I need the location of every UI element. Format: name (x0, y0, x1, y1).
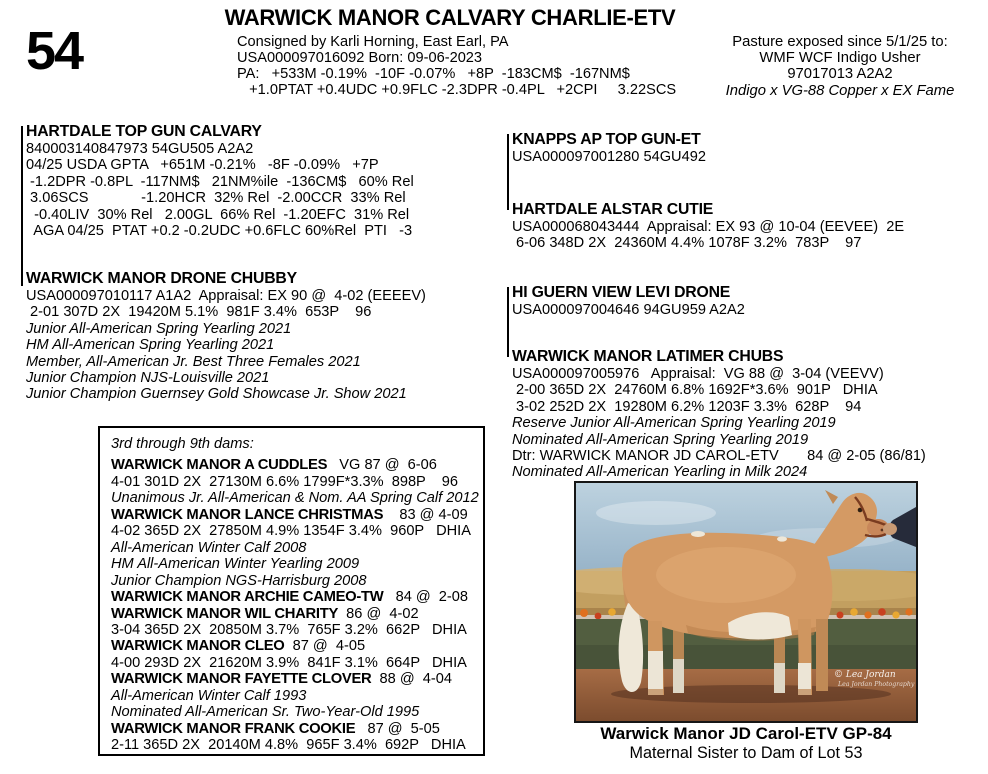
dam-dam-lactation-line: 3-02 252D 2X 19280M 6.2% 1203F 3.3% 628P 94 (512, 398, 862, 415)
registration-born-line: USA000097016092 Born: 09-06-2023 (237, 49, 483, 66)
pedigree-bracket-sire (507, 134, 509, 210)
dam-entry-award: HM All-American Winter Yearling 2009 (111, 556, 360, 573)
cow-photo-illustration (576, 483, 916, 721)
dam-entry-data: 3-04 365D 2X 20850M 3.7% 765F 3.2% 662P DHIA (111, 621, 467, 638)
pasture-exposed-line: Pasture exposed since 5/1/25 to: (732, 34, 948, 50)
sire-data-line: -0.40LIV 30% Rel 2.00GL 66% Rel -1.20EFC 31% Rel (26, 206, 410, 223)
sire-data-line: AGA 04/25 PTAT +0.2 -0.2UDC +0.6FLC 60%Rel PTI -3 (26, 223, 413, 240)
dam-dam-award-line: Reserve Junior All-American Spring Yearling 2019 (512, 415, 836, 432)
dam-dam-daughter-line: Dtr: WARWICK MANOR JD CAROL-ETV 84 @ 2-05 (86/81) (512, 448, 926, 465)
sire-dam-lactation-line: 6-06 348D 2X 24360M 4.4% 1078F 3.2% 783P 97 (512, 235, 862, 252)
consignment-block (237, 35, 676, 99)
dam-entry-award: All-American Winter Calf 2008 (111, 539, 307, 556)
dam-sire-id-line: USA000097004646 94GU959 A2A2 (512, 302, 745, 318)
dam-entry-data: 4-02 365D 2X 27850M 4.9% 1354F 3.4% 960P DHIA (111, 523, 471, 540)
dam-entry-name: WARWICK MANOR A CUDDLES VG 87 @ 6-06 (111, 457, 437, 474)
sire-data-line: -1.2DPR -0.8PL -117NM$ 21NM%ile -136CM$ 60% Rel (26, 173, 414, 190)
sire-data-line: 3.06SCS -1.20HCR 32% Rel -2.00CCR 33% Rel (26, 190, 406, 207)
dams-box-intro: 3rd through 9th dams: (111, 436, 254, 452)
dam-award-line: Junior Champion NJS-Louisville 2021 (26, 370, 270, 387)
dam-entry-name: WARWICK MANOR FRANK COOKIE 87 @ 5-05 (111, 720, 440, 737)
dam-entry-name: WARWICK MANOR FAYETTE CLOVER 88 @ 4-04 (111, 671, 452, 688)
page-title: WARWICK MANOR CALVARY CHARLIE-ETV (224, 5, 676, 30)
sire-dam-block (512, 201, 986, 252)
sire-gpta-line: 04/25 USDA GPTA +651M -0.21% -8F -0.09% +7P (26, 157, 379, 174)
dam-entry-data: 4-00 293D 2X 21620M 3.9% 841F 3.1% 664P DHIA (111, 654, 467, 671)
dams-box (98, 426, 485, 756)
dam-entry-award: All-American Winter Calf 1993 (111, 687, 307, 704)
dam-entry-data: 2-11 365D 2X 20140M 4.8% 965F 3.4% 692P DHIA (111, 737, 466, 754)
photo-caption-title: Warwick Manor JD Carol-ETV GP-84 (600, 724, 892, 743)
dam-dam-block (512, 348, 986, 481)
dam-award-line: Junior Champion Guernsey Gold Showcase Jr. Show 2021 (26, 386, 407, 403)
photographer-watermark: © Lea Jordan (834, 670, 896, 680)
pa-line-2: +1.0PTAT +0.4UDC +0.9FLC -2.3DPR -0.4PL +2CPI 3.22SCS (237, 81, 677, 98)
cross-line: Indigo x VG-88 Copper x EX Fame (725, 82, 955, 99)
dam-dam-id-line: USA000097005976 Appraisal: VG 88 @ 3-04 (VEEVV) (512, 366, 884, 382)
dam-award-line: HM All-American Spring Yearling 2021 (26, 337, 275, 354)
dam-sire-block (512, 284, 986, 318)
dam-block (26, 270, 496, 403)
pedigree-bracket-left (21, 126, 23, 286)
pedigree-bracket-dam (507, 287, 509, 357)
lot-number: 54 (26, 21, 83, 81)
dam-entry-award: Junior Champion NGS-Harrisburg 2008 (111, 572, 367, 589)
dam-dam-award-line: Nominated All-American Yearling in Milk 2024 (512, 464, 808, 481)
sire-block (26, 123, 496, 239)
sire-sire-block (512, 131, 986, 165)
service-sire-name: WMF WCF Indigo Usher (759, 50, 921, 67)
dam-entry-award: Nominated All-American Sr. Two-Year-Old 1995 (111, 704, 420, 721)
dam-entry-name: WARWICK MANOR CLEO 87 @ 4-05 (111, 638, 366, 655)
sire-dam-name: HARTDALE ALSTAR CUTIE (512, 201, 714, 218)
dam-award-line: Junior All-American Spring Yearling 2021 (26, 320, 292, 337)
dam-entry-data: 4-01 301D 2X 27130M 6.6% 1799F*3.3% 898P 96 (111, 473, 458, 490)
dam-dam-lactation-line: 2-00 365D 2X 24760M 6.8% 1692F*3.6% 901P DHIA (512, 382, 878, 399)
handler-hand (883, 523, 897, 535)
sire-sire-name: KNAPPS AP TOP GUN-ET (512, 131, 701, 148)
dam-entry-name: WARWICK MANOR WIL CHARITY 86 @ 4-02 (111, 605, 419, 622)
photographer-watermark-sub: Lea Jordan Photography (838, 681, 915, 688)
service-sire-id: 97017013 A2A2 (787, 66, 893, 83)
consigned-by-line: Consigned by Karli Horning, East Earl, PA (237, 34, 509, 50)
dam-name: WARWICK MANOR DRONE CHUBBY (26, 270, 297, 287)
sire-dam-id-line: USA000068043444 Appraisal: EX 93 @ 10-04 (EEVEE) 2E (512, 219, 905, 235)
sire-id-line: 840003140847973 54GU505 A2A2 (26, 141, 254, 157)
dam-dam-name: WARWICK MANOR LATIMER CHUBS (512, 348, 784, 365)
dam-lactation-line: 2-01 307D 2X 19420M 5.1% 981F 3.4% 653P 96 (26, 304, 372, 321)
dam-id-line: USA000097010117 A1A2 Appraisal: EX 90 @ 4-02 (EEEEV) (26, 288, 426, 304)
dam-entry-award: Unanimous Jr. All-American & Nom. AA Spring Calf 2012 (111, 490, 479, 507)
service-block (694, 34, 986, 99)
dam-dam-award-line: Nominated All-American Spring Yearling 2019 (512, 431, 809, 448)
sire-sire-id-line: USA000097001280 54GU492 (512, 149, 706, 165)
cow-photo (574, 481, 918, 723)
dam-sire-name: HI GUERN VIEW LEVI DRONE (512, 284, 731, 301)
pa-line-1: PA: +533M -0.19% -10F -0.07% +8P -183CM$ -167NM$ (237, 65, 630, 82)
photo-caption-sub: Maternal Sister to Dam of Lot 53 (629, 744, 863, 762)
dam-entry-name: WARWICK MANOR ARCHIE CAMEO-TW 84 @ 2-08 (111, 589, 469, 606)
dam-entry-name: WARWICK MANOR LANCE CHRISTMAS 83 @ 4-09 (111, 506, 468, 523)
sire-name: HARTDALE TOP GUN CALVARY (26, 123, 262, 140)
dam-award-line: Member, All-American Jr. Best Three Females 2021 (26, 353, 361, 370)
